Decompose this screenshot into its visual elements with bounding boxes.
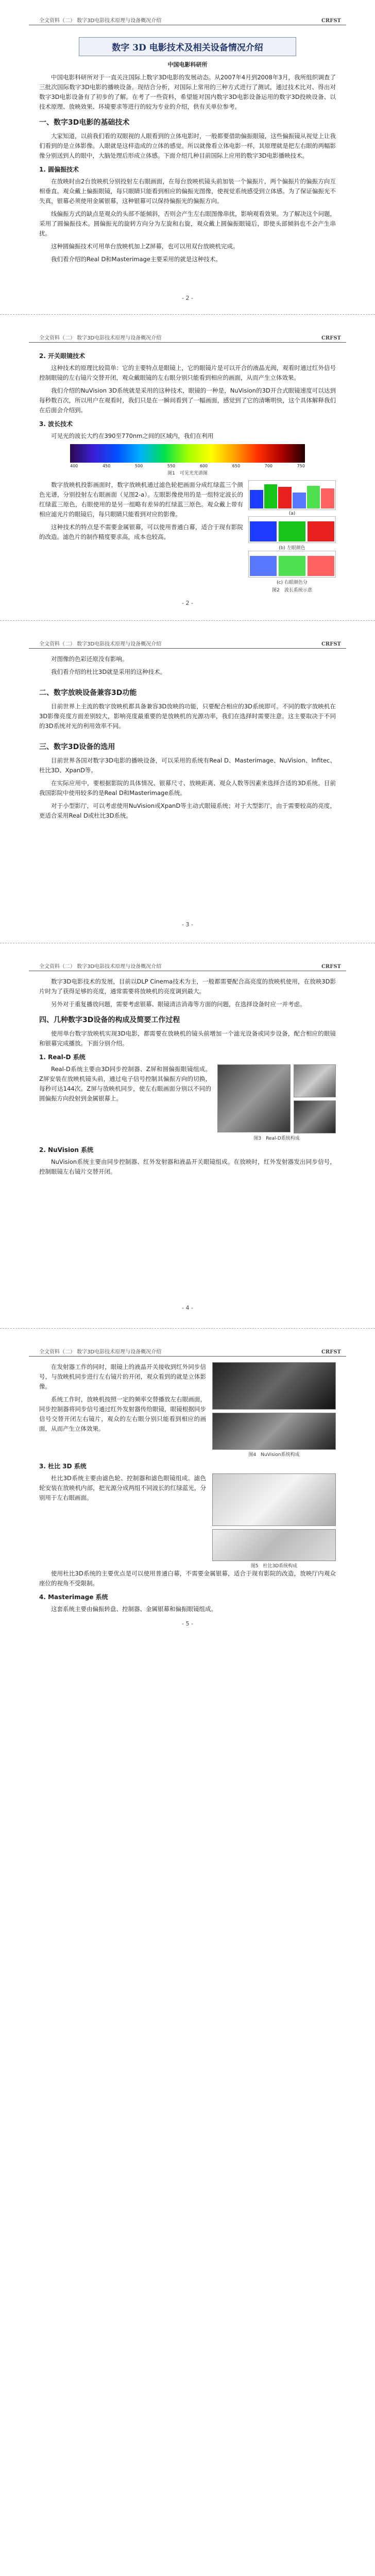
page-separator (0, 314, 375, 315)
document-subtitle: 中国电影科研所 (167, 61, 208, 68)
paragraph: 我们介绍的NuVision 3D系统就是采用的这种技术，眼镜的一种是，NuVision的3D开合式眼镜速度可以达到每秒数百次，所以用户在观看时，我们只是在一瞬间看到了一幅画面，感觉到了它的清晰明快，这个具体解释我们在后面会介绍到。 (39, 387, 336, 414)
subsection-heading: 3. 杜比 3D 系统 (39, 1463, 87, 1470)
header-left-text: 全文资料（二） 数字3D电影技术原理与设备概况介绍 (39, 335, 162, 341)
paragraph: 使用杜比3D系统的主要优点是可以使用普通白幕，不需要金属银幕，适合于现有影院的改造，放映厅内观众座位的视角不受限制。 (39, 1570, 336, 1587)
paragraph: 杜比3D系统主要由滤色轮、控制器和滤色眼镜组成。滤色轮安装在放映机内部，把光源分成两组不同波长的红绿蓝光，分别用于左右眼画面。 (39, 1475, 206, 1501)
paragraph: 目前世界上主流的数字放映机都具备兼容3D放映的功能，只要配合相应的3D系统即可。不同的数字放映机在3D影像亮度方面差别较大，影响亮度最重要的是放映机的光源功率，我们在选择时需要注意。这主要取决于不同的3D系统对光的利用效率不同。 (39, 703, 336, 730)
z-screen-photo (217, 1064, 291, 1132)
figure-panel-b (248, 516, 336, 543)
wavelength-figure (248, 480, 336, 593)
header-left-text: 全文资料（二） 数字3D电影技术原理与设备概况介绍 (39, 641, 162, 647)
section-heading: 一、数字3D电影的基础技术 (39, 118, 130, 127)
figure-panel-a (248, 480, 336, 510)
subsection-heading: 2. NuVision 系统 (39, 1146, 94, 1154)
section-heading: 二、数字放映设备兼容3D功能 (39, 689, 137, 697)
dolby-figure (212, 1473, 336, 1569)
paragraph: 数字3D电影技术的发展，目前以DLP Cinema技术为主，一般都需要配合高亮度的放映机使用，在放映3D影片时为了获得足够的亮度，通常需要将放映机的亮度调到最大。 (39, 978, 336, 995)
page-number: - 2 - (182, 600, 193, 606)
paragraph: 这种圆偏振技术可用单台放映机加上Z屏幕，也可以用双台放映机完成。 (51, 243, 239, 250)
paragraph: 对于小型影厅，可以考虑使用NuVision或XpanD等主动式眼镜系统；对于大型影厅，由于需要较高的亮度，更适合采用Real D或杜比3D系统。 (39, 802, 336, 819)
wavelength-label: 650 (232, 464, 241, 468)
wavelength-label: 550 (167, 464, 176, 468)
nuvision-figure (212, 1362, 336, 1458)
header-right-text: CRFST (321, 1349, 341, 1355)
figure-panel-label: (b) 左眼颜色 (279, 546, 305, 551)
shutter-glasses-photo (212, 1413, 336, 1450)
document-page-3 (29, 626, 346, 936)
figure-panel-label: (c) 右眼颜色分 (277, 580, 308, 585)
wavelength-label: 750 (297, 464, 305, 468)
real-d-figure (217, 1064, 336, 1141)
glasses-photo (294, 1100, 336, 1133)
paragraph: 我们看介绍的杜比3D就是采用的这种技术。 (51, 668, 166, 675)
subsection-heading: 1. Real-D 系统 (39, 1054, 86, 1061)
paragraph: 使用单台数字放映机实现3D电影，都需要在放映机的镜头前增加一个滤光设备或同步设备，配合相应的眼镜和银幕完成播放。下面分别介绍。 (39, 1030, 336, 1047)
section-heading: 四、几种数字3D设备的构成及简要工作过程 (39, 1016, 180, 1024)
figure-caption: 图3 Real-D系统构成 (253, 1136, 300, 1141)
figure-caption: 图5 杜比3D系统构成 (250, 1564, 298, 1569)
page-number: - 2 - (182, 295, 193, 301)
page-header (29, 334, 346, 343)
page-number: - 5 - (182, 1620, 193, 1627)
figure-caption: 图1 可见光光谱图 (167, 471, 208, 476)
header-right-text: CRFST (321, 335, 341, 341)
paragraph: 可见光的波长大约在390至770nm之间的区域内，我们在利用 (51, 432, 214, 439)
header-right-text: CRFST (321, 964, 341, 970)
page-separator (0, 1328, 375, 1329)
paragraph: 在发射器工作的同时，眼镜上的液晶开关接收到红外同步信号，与放映机同步进行左右镜片的开闭，观众看到的就是立体影像。 (39, 1363, 206, 1390)
paragraph: 对图像的色彩还原没有影响。 (51, 655, 128, 663)
wavelength-label: 450 (102, 464, 111, 468)
dolby-glasses-photo (212, 1529, 336, 1561)
subsection-heading: 3. 波长技术 (39, 420, 73, 428)
visible-spectrum-image (70, 444, 305, 463)
document-title: 数字 3D 电影技术及相关设备情况介绍 (79, 37, 296, 56)
wavelength-label: 700 (264, 464, 272, 468)
intro-paragraph: 中国电影科研所对于一直关注国际上数字3D电影的发展动态。从2007年4月到2008年3月，我所组织调查了三批次国际数字3D电影的播映设备。现结合分析，对国际上常用的三种方式进行了测试，通过技术比对、得出对数字3D电影设备有了初步的了解。在考了一些资料，希望能对国内数字3D电影设备运用的数字3D投映设备、以技术原理、放映效果、环境要求等进行的较为专业的介绍，供有关单位参考。 (39, 74, 336, 110)
section-heading: 三、数字3D设备的选用 (39, 743, 115, 751)
page-header (29, 962, 346, 971)
figure-panel-c (248, 551, 336, 578)
wavelength-label: 500 (134, 464, 143, 468)
figure-panel-label: (a) (288, 511, 296, 516)
paragraph: 目前世界各国对数字3D电影的播映设备，可以采用的系统有Real D、Masterimage、NuVision、Infitec、杜比3D、XpanD等。 (39, 757, 336, 774)
header-left-text: 全文资料（二） 数字3D电影技术原理与设备概况介绍 (39, 1349, 162, 1355)
header-left-text: 全文资料（二） 数字3D电影技术原理与设备概况介绍 (39, 18, 162, 24)
controller-photo (294, 1064, 336, 1097)
page-header (29, 1348, 346, 1357)
figure-caption: 图2 波长系统示意 (272, 588, 312, 593)
page-header (29, 16, 346, 25)
wavelength-label: 400 (70, 464, 78, 468)
paragraph: 线偏振方式的缺点是观众的头部不能倾斜，否则会产生左右眼图像串扰，影响观看效果。为了解决这个问题，采用了圆偏振技术。圆偏振光的旋转方向分为左旋和右旋，观众戴上圆偏振眼镜后，即使头部倾斜也不会产生串扰。 (39, 210, 336, 237)
paragraph: 另外对于重复播放问题，需要考虑银幕、眼镜清洁消毒等方面的问题，在选择设备时应一并考虑。 (51, 1001, 306, 1008)
header-left-text: 全文资料（二） 数字3D电影技术原理与设备概况介绍 (39, 964, 162, 970)
page-number: - 4 - (182, 1304, 193, 1311)
ir-emitter-photo (212, 1362, 336, 1410)
wavelength-label: 600 (199, 464, 208, 468)
dolby-equipment-photo (212, 1473, 336, 1526)
document-page-4 (29, 949, 346, 1320)
paragraph: 这种技术的特点是不需要金属银幕，可以使用普通白幕，适合于现有影院的改造。滤色片的制作精度要求高，成本也较高。 (39, 523, 243, 540)
page-header (29, 640, 346, 649)
paragraph: 这种技术的原理比较简单：它的主要特点是眼镜上，它的眼镜片是可以开合的液晶光阀，观看时通过红外信号控制眼镜的左右镜片交替开闭，观众戴眼镜的左右眼分别只能看到相应的画面，从而产生立体效果。 (39, 364, 336, 381)
paragraph: 在实际应用中，要根据影院的具体情况、银幕尺寸、放映距离、观众人数等因素来选择合适的3D系统。目前我国影院中使用较多的是Real D和Masterimage系统。 (39, 779, 336, 796)
paragraph: 系统工作时，放映机按照一定的频率交替播放左右眼画面，同步控制器将同步信号通过红外发射器传给眼镜，眼镜根据同步信号交替开闭左右镜片，观众的左右眼分别只能看到相应的画面，从而产生立体效果。 (39, 1396, 206, 1432)
document-page-2 (29, 320, 346, 614)
header-right-text: CRFST (321, 641, 341, 647)
paragraph: 在放映时由2台放映机分别投射左右眼画面，在每台放映机镜头前加装一个偏振片，两个偏振片的偏振方向互相垂直。观众戴上偏振眼镜，每只眼睛只能看到相应的偏振光图像，使视觉系统感受到立体感。为了保证偏振光不失真，银幕必须使用金属银幕，这种银幕可以保持偏振光的偏振方向。 (39, 178, 336, 205)
document-page-5 (29, 1334, 346, 2576)
subsection-heading: 2. 开关眼镜技术 (39, 352, 86, 360)
paragraph: 数字放映机投影画面时，数字放映机通过滤色轮把画面分成红绿蓝三个颜色光谱，分别投射左右眼画面（见图2-a）。左眼影像使用的是一组特定波长的红绿蓝三原色，右眼使用的是另一组略有差异的红绿蓝三原色。观众戴上带有相应滤光片的眼镜后，每只眼睛只能看到对应的影像。 (39, 481, 243, 518)
page-number: - 3 - (182, 921, 193, 928)
document-page-1 (29, 3, 346, 308)
figure-caption: 图4 NuVision系统构成 (248, 1452, 300, 1458)
paragraph: 这套系统主要由偏振转盘、控制器、金属银幕和偏振眼镜组成。 (51, 1605, 217, 1613)
paragraph: 大家知道，以前我们看的双眼视的人眼看到的立体电影时，一般都要借助偏振眼镜，这些偏振镜从视觉上让我们看到的是立体影像。人眼就是这样造成的立体的感觉。所以就像看立体电影一样，其原理就是把左右眼的两幅影像分别送到人的眼中，大脑处理后形成立体感。下面介绍几种目前国际上应用的数字3D电影播映技术。 (39, 132, 336, 159)
paragraph: Real-D系统主要由3D同步控制器、Z屏和圆偏振眼镜组成。Z屏安装在放映机镜头前，通过电子信号控制其偏振方向的切换，每秒可达144次。Z屏与放映机同步，使左右眼画面分别以不同的圆偏振方向投射到金属银幕上。 (39, 1065, 211, 1102)
page-separator (0, 620, 375, 621)
paragraph: 我们看介绍的Real D和Masterimage主要采用的就是这种技术。 (51, 256, 221, 263)
paragraph: NuVision系统主要由同步控制器、红外发射器和液晶开关眼镜组成。在放映时，红外发射器发出同步信号，控制眼镜左右镜片交替开闭。 (39, 1158, 336, 1175)
subsection-heading: 4. Masterimage 系统 (39, 1594, 108, 1601)
subsection-heading: 1. 圆偏振技术 (39, 166, 79, 173)
header-right-text: CRFST (321, 18, 341, 24)
wavelength-scale (70, 464, 305, 468)
